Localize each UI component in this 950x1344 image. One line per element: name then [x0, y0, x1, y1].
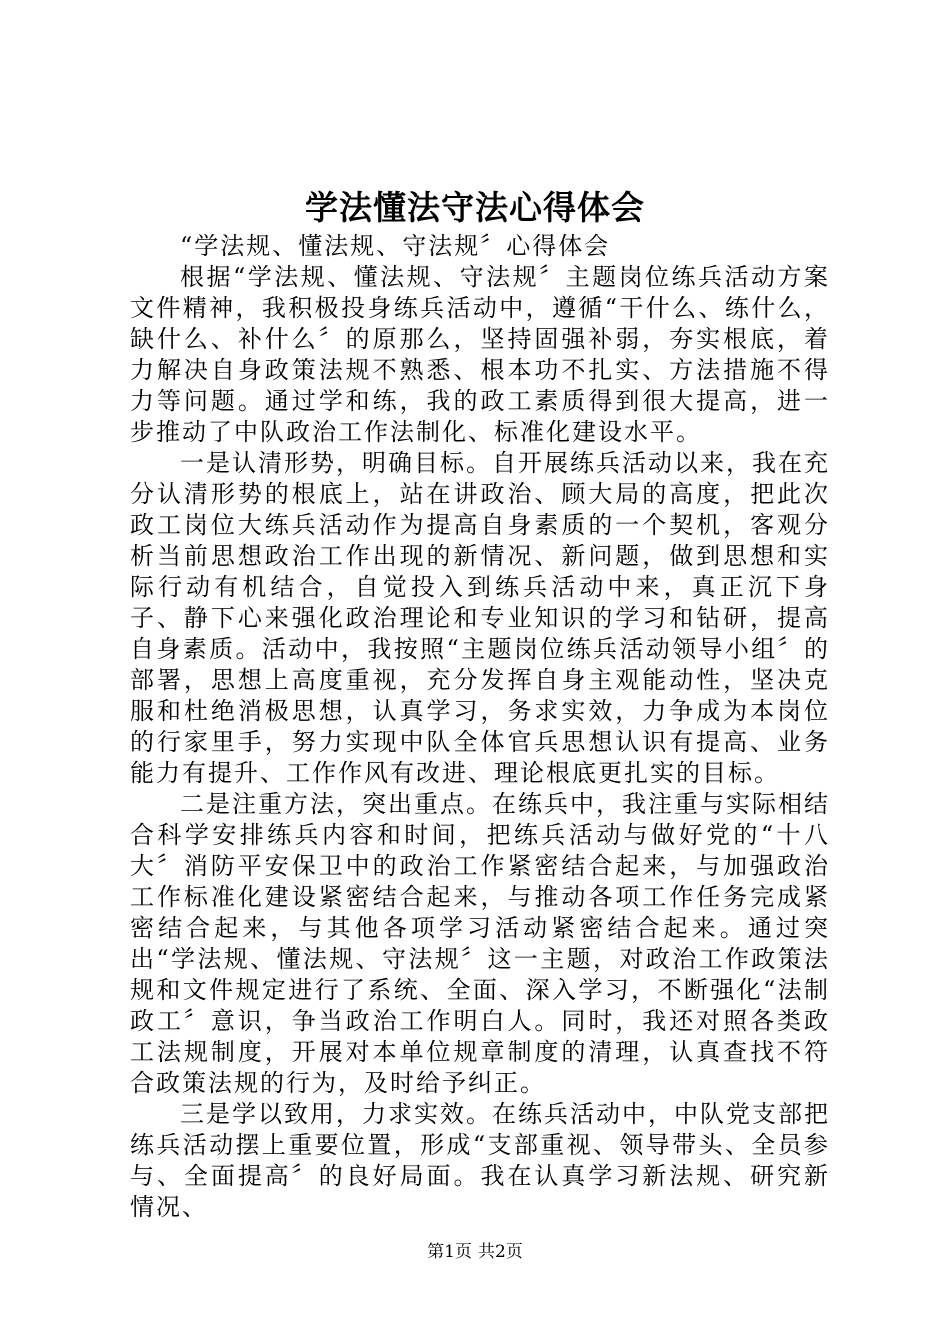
- point-two-paragraph: 二是注重方法，突出重点。在练兵中，我注重与实际相结合科学安排练兵内容和时间，把练兵活动与做好党的“十八大〞消防平安保卫中的政治工作紧密结合起来，与加强政治工作标准化建设紧密结合起来，与推动各项工作任务完成紧密结合起来，与其他各项学习活动紧密结合起来。通过突出“学法规、懂法规、守法规〞这一主题，对政治工作政策法规和文件规定进行了系统、全面、深入学习，不断强化“法制政工〞意识，争当政治工作明白人。同时，我还对照各类政工法规制度，开展对本单位规章制度的清理，认真查找不符合政策法规的行为，及时给予纠正。: [130, 790, 830, 1097]
- point-three-paragraph: 三是学以致用，力求实效。在练兵活动中，中队党支部把练兵活动摆上重要位置，形成“支部重视、领导带头、全员参与、全面提高〞的良好局面。我在认真学习新法规、研究新情况、: [130, 1100, 830, 1221]
- page-total: 共2页: [478, 1242, 523, 1262]
- point-one-paragraph: 一是认清形势，明确目标。自开展练兵活动以来，我在充分认清形势的根底上，站在讲政治、顾大局的高度，把此次政工岗位大练兵活动作为提高自身素质的一个契机，客观分析当前思想政治工作出现的新情况、新问题，做到思想和实际行动有机结合，自觉投入到练兵活动中来，真正沉下身子、静下心来强化政治理论和专业知识的学习和钻研，提高自身素质。活动中，我按照“主题岗位练兵活动领导小组〞的部署，思想上高度重视，充分发挥自身主观能动性，坚决克服和杜绝消极思想，认真学习，务求实效，力争成为本岗位的行家里手，努力实现中队全体官兵思想认识有提高、业务能力有提升、工作作风有改进、理论根底更扎实的目标。: [130, 449, 830, 787]
- document-body: [130, 231, 830, 1223]
- intro-paragraph: 根据“学法规、懂法规、守法规〞主题岗位练兵活动方案文件精神，我积极投身练兵活动中，遵循“干什么、练什么，缺什么、补什么〞的原那么，坚持固强补弱，夯实根底，着力解决自身政策法规不熟悉、根本功不扎实、方法措施不得力等问题。通过学和练，我的政工素质得到很大提高，进一步推动了中队政治工作法制化、标准化建设水平。: [130, 263, 830, 446]
- document-title: 学法懂法守法心得体会: [305, 188, 645, 227]
- page-number: 第1页: [427, 1242, 472, 1262]
- subtitle-paragraph: “学法规、懂法规、守法规〞心得体会: [180, 232, 611, 260]
- page-footer: [0, 1240, 950, 1264]
